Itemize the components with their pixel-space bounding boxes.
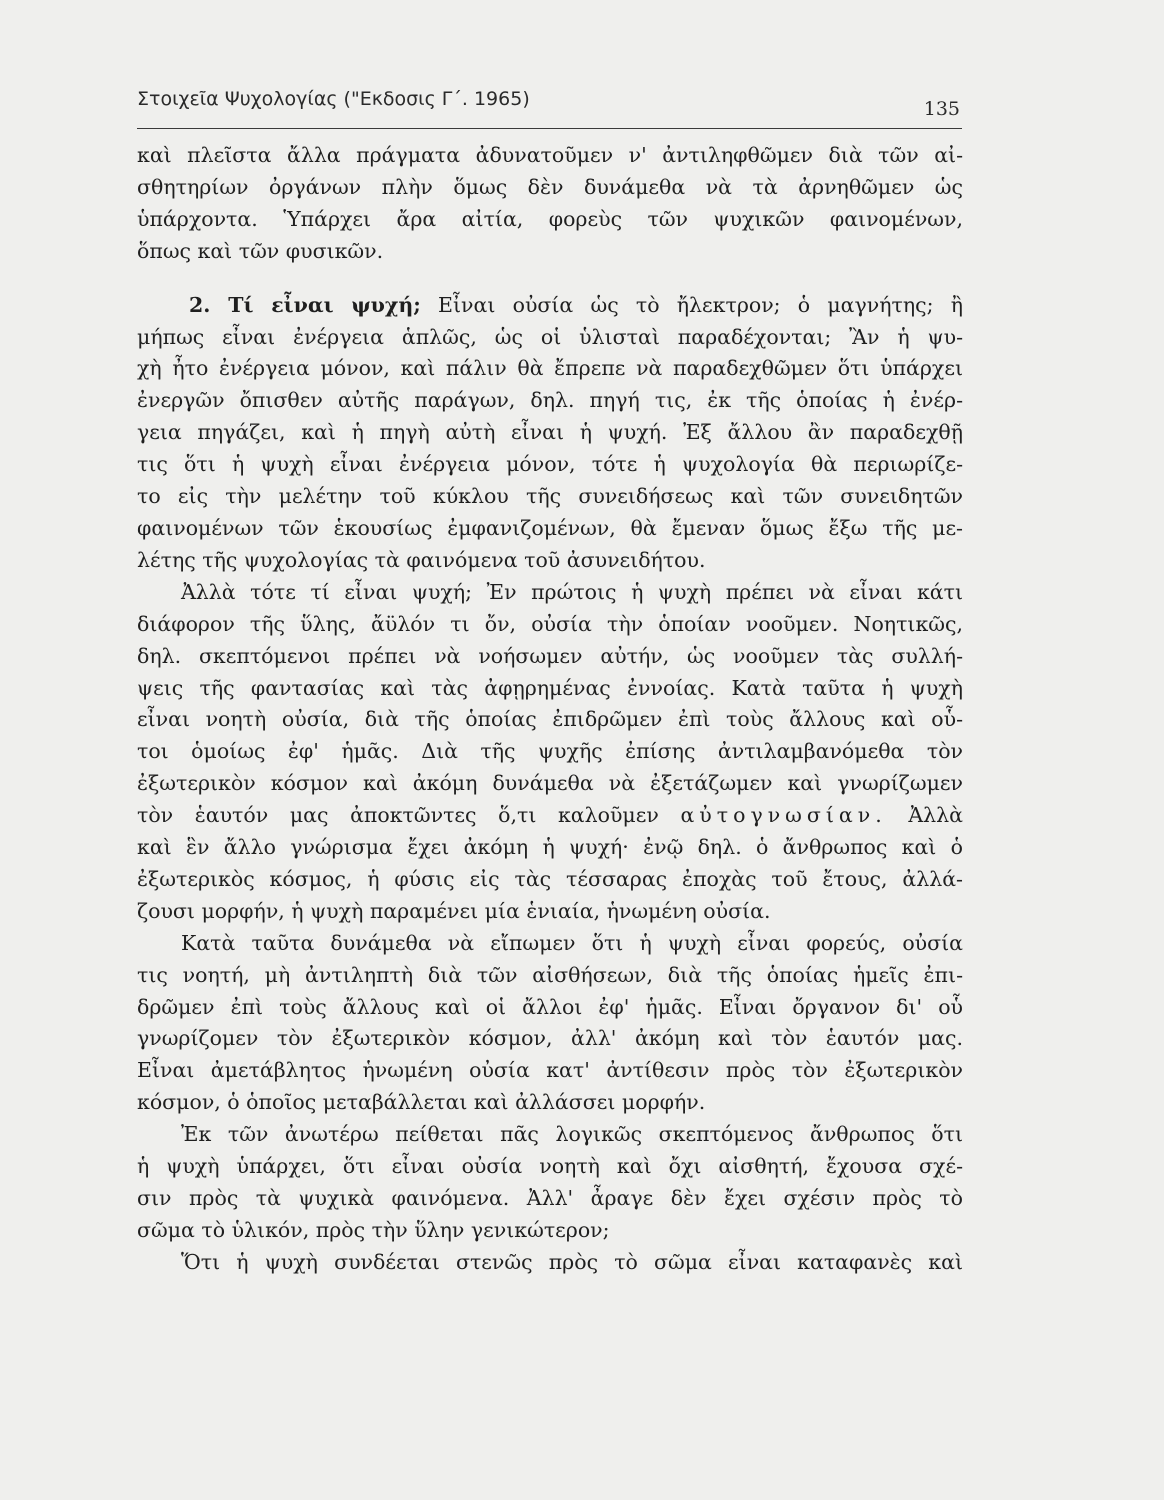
text-line: Ὅτι ἡ ψυχὴ συνδέεται στενῶς πρὸς τὸ σῶμα εἶναι καταφανὲς καὶ [181,1249,963,1274]
section-heading-line [137,290,963,322]
text-line: σθητηρίων ὀργάνων πλὴν ὅμως δὲν δυνάμεθα νὰ τὰ ἀρνηθῶμεν ὡς [137,174,963,199]
text-line: ἐξωτερικὸς κόσμος, ἡ φύσις εἰς τὰς τέσσαρας ἐποχὰς τοῦ ἔτους, ἀλλά- [137,866,963,891]
text-line: φαινομένων τῶν ἑκουσίως ἐμφανιζομένων, θὰ ἔμεναν ὅμως ἔξω τῆς με- [137,515,963,540]
text-line: Εἶναι ἀμετάβλητος ἡνωμένη οὐσία κατ' ἀντίθεσιν πρὸς τὸν ἐξωτερικὸν [137,1058,963,1083]
text-line: δηλ. σκεπτόμενοι πρέπει νὰ νοήσωμεν αὐτήν, ὡς νοοῦμεν τὰς συλλή- [137,643,963,668]
text-line: σιν πρὸς τὰ ψυχικὰ φαινόμενα. Ἀλλ' ἆραγε δὲν ἔχει σχέσιν πρὸς τὸ [137,1186,963,1210]
section-heading: 2. Τί εἶναι ψυχή; [189,292,421,317]
text-line: γνωρίζομεν τὸν ἐξωτερικὸν κόσμον, ἀλλ' ἀκόμη καὶ τὸν ἑαυτόν μας. [137,1026,963,1051]
text-line: ἡ ψυχὴ ὑπάρχει, ὅτι εἶναι οὐσία νοητὴ καὶ ὄχι αἰσθητή, ἔχουσα σχέ- [137,1154,963,1179]
running-title: Στοιχεῖα Ψυχολογίας ("Εκδοσις Γ΄. 1965) [137,88,530,110]
page-number: 135 [923,98,960,120]
text-line: Κατὰ ταῦτα δυνάμεθα νὰ εἴπωμεν ὅτι ἡ ψυχὴ εἶναι φορεύς, οὐσία [181,930,963,955]
text-line: λέτης τῆς ψυχολογίας τὰ φαινόμενα τοῦ ἀσυνειδήτου. [137,547,706,572]
text-line: ἐνεργῶν ὄπισθεν αὐτῆς παράγων, δηλ. πηγή τις, ἐκ τῆς ὁποίας ἡ ἐνέρ- [137,388,963,413]
text-line: σῶμα τὸ ὑλικόν, πρὸς τὴν ὕλην γενικώτερον; [137,1217,610,1242]
spaced-term: αὐτογνωσίαν. [680,803,887,828]
text-run: τὸν ἑαυτόν μας ἀποκτῶντες ὅ,τι καλοῦμεν [137,803,659,828]
text-line: χὴ ἦτο ἐνέργεια μόνον, καὶ πάλιν θὰ ἔπρεπε νὰ παραδεχθῶμεν ὅτι ὑπάρχει [137,356,963,381]
text-line: κόσμον, ὁ ὁποῖος μεταβάλλεται καὶ ἀλλάσσει μορφήν. [137,1090,706,1115]
text-line: ὅπως καὶ τῶν φυσικῶν. [137,238,384,263]
text-run: Εἶναι οὐσία ὡς τὸ ἤλεκτρον; ὁ μαγνήτης; ἢ [438,292,963,317]
text-line: τοι ὁμοίως ἐφ' ἡμᾶς. Διὰ τῆς ψυχῆς ἐπίσης ἀντιλαμβανόμεθα τὸν [137,739,963,764]
text-line: Ἀλλὰ τότε τί εἶναι ψυχή; Ἐν πρώτοις ἡ ψυχὴ πρέπει νὰ εἶναι κάτι [181,579,963,604]
text-line: καὶ πλεῖστα ἄλλα πράγματα ἀδυνατοῦμεν ν' ἀντιληφθῶμεν διὰ τῶν αἰ- [137,143,963,167]
text-line: τις νοητή, μὴ ἀντιληπτὴ διὰ τῶν αἰσθήσεων, διὰ τῆς ὁποίας ἡμεῖς ἐπι- [137,962,963,987]
body-text [137,140,963,1279]
text-line: εἶναι νοητὴ οὐσία, διὰ τῆς ὁποίας ἐπιδρῶμεν ἐπὶ τοὺς ἄλλους καὶ οὗ- [137,707,963,732]
text-run: Ἀλλὰ [908,803,963,828]
text-line: ψεις τῆς φαντασίας καὶ τὰς ἀφῃρημένας ἐννοίας. Κατὰ ταῦτα ἡ ψυχὴ [137,675,963,700]
text-line: το εἰς τὴν μελέτην τοῦ κύκλου τῆς συνειδήσεως καὶ τῶν συνειδητῶν [137,484,963,509]
text-line: μήπως εἶναι ἐνέργεια ἁπλῶς, ὡς οἱ ὑλισταὶ παραδέχονται; Ἂν ἡ ψυ- [137,324,963,349]
text-line-with-term [137,800,963,832]
page-header [137,88,962,129]
text-line: ζουσι μορφήν, ἡ ψυχὴ παραμένει μία ἑνιαία, ἡνωμένη οὐσία. [137,898,771,923]
text-line: Ἐκ τῶν ἀνωτέρω πείθεται πᾶς λογικῶς σκεπτόμενος ἄνθρωπος ὅτι [181,1122,963,1147]
text-line: διάφορον τῆς ὕλης, ἄϋλόν τι ὄν, οὐσία τὴν ὁποίαν νοοῦμεν. Νοητικῶς, [137,611,963,636]
text-line: ὑπάρχοντα. Ὑπάρχει ἄρα αἰτία, φορεὺς τῶν ψυχικῶν φαινομένων, [137,206,963,231]
text-line: γεια πηγάζει, καὶ ἡ πηγὴ αὐτὴ εἶναι ἡ ψυχή. Ἐξ ἄλλου ἂν παραδεχθῇ [137,420,963,445]
paragraph-gap [137,268,963,290]
text-line: ἐξωτερικὸν κόσμον καὶ ἀκόμη δυνάμεθα νὰ ἐξετάζωμεν καὶ γνωρίζωμεν [137,771,963,796]
text-line: δρῶμεν ἐπὶ τοὺς ἄλλους καὶ οἱ ἄλλοι ἐφ' ἡμᾶς. Εἶναι ὄργανον δι' οὗ [137,994,963,1019]
text-line: τις ὅτι ἡ ψυχὴ εἶναι ἐνέργεια μόνον, τότε ἡ ψυχολογία θὰ περιωρίζε- [137,452,963,477]
text-line: καὶ ἓν ἄλλο γνώρισμα ἔχει ἀκόμη ἡ ψυχή· ἐνῷ δηλ. ὁ ἄνθρωπος καὶ ὁ [137,835,963,860]
